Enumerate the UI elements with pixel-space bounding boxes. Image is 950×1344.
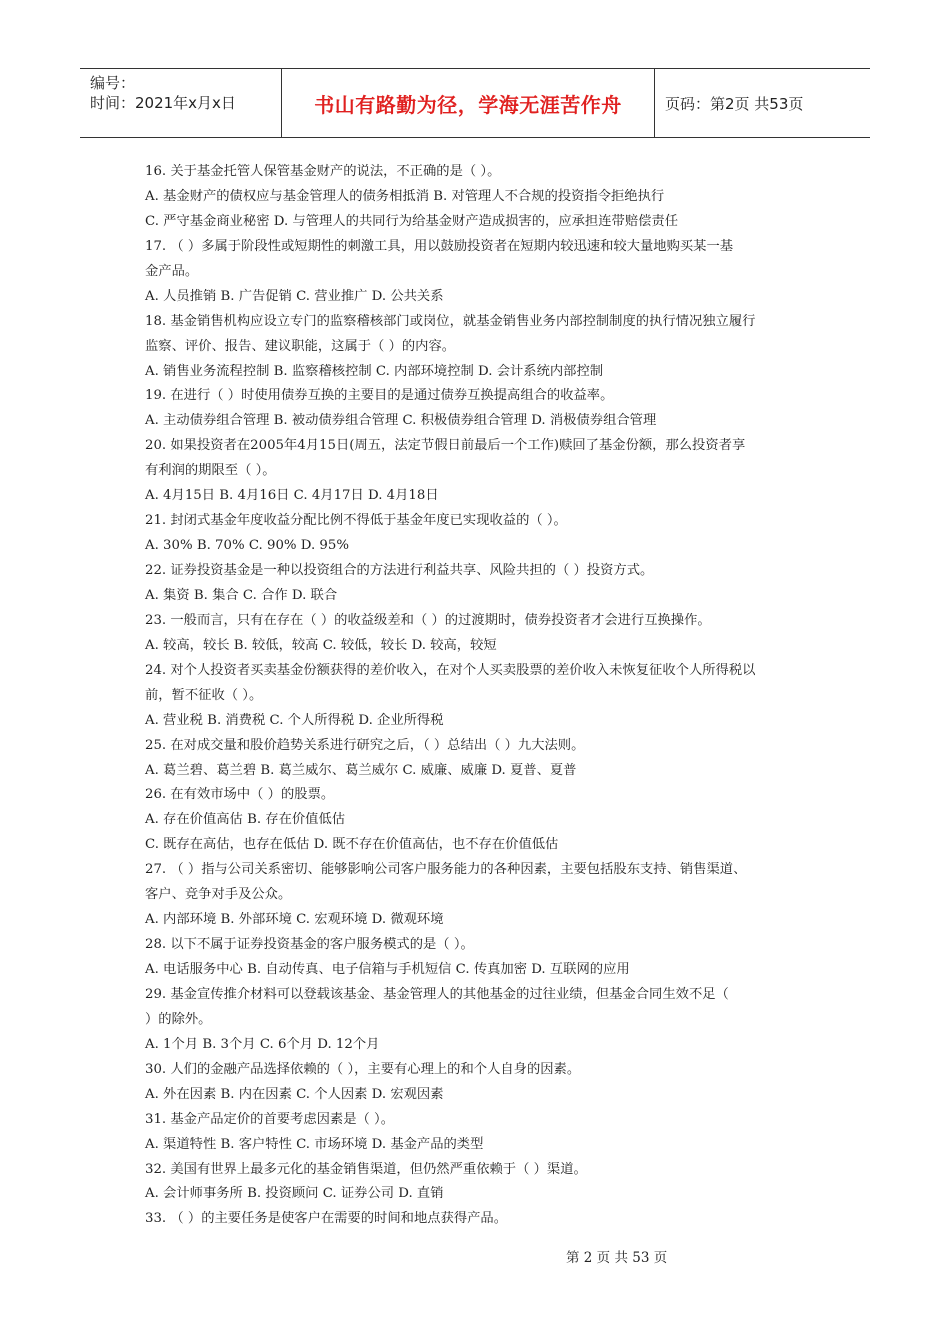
text-line: 20. 如果投资者在2005年4月15日(周五，法定节假日前最后一个工作)赎回了基金份额，那么投资者享 — [145, 438, 746, 454]
text-line: 27. （ ）指与公司关系密切、能够影响公司客户服务能力的各种因素，主要包括股东支持、销售渠道、 — [145, 862, 747, 878]
text-line: ）的除外。 — [145, 1011, 212, 1027]
text-line: C. 严守基金商业秘密 D. 与管理人的共同行为给基金财产造成损害的，应承担连带赔偿责任 — [145, 213, 679, 229]
text-line: 19. 在进行（ ）时使用债券互换的主要目的是通过债券互换提高组合的收益率。 — [145, 388, 614, 404]
page-header — [80, 68, 870, 138]
text-line: A. 外在因素 B. 内在因素 C. 个人因素 D. 宏观因素 — [145, 1086, 444, 1102]
text-line: A. 渠道特性 B. 客户特性 C. 市场环境 D. 基金产品的类型 — [145, 1136, 484, 1152]
header-motto: 书山有路勤为径，学海无涯苦作舟 — [282, 69, 655, 137]
text-line: 18. 基金销售机构应设立专门的监察稽核部门或岗位，就基金销售业务内部控制制度的执行情况独立履行 — [145, 313, 756, 329]
text-line: 29. 基金宣传推介材料可以登载该基金、基金管理人的其他基金的过往业绩，但基金合同生效不足（ — [145, 986, 729, 1002]
text-line: 22. 证券投资基金是一种以投资组合的方法进行利益共享、风险共担的（ ）投资方式。 — [145, 563, 654, 578]
text-line: 30. 人们的金融产品选择依赖的（ ），主要有心理上的和个人自身的因素。 — [145, 1061, 581, 1077]
text-line: 26. 在有效市场中（ ）的股票。 — [145, 787, 335, 803]
text-line: 24. 对个人投资者买卖基金份额获得的差价收入，在对个人买卖股票的差价收入未恢复征收个人所得税以 — [145, 662, 756, 678]
text-line: A. 存在价值高估 B. 存在价值低估 — [145, 812, 346, 828]
text-line: A. 4月15日 B. 4月16日 C. 4月17日 D. 4月18日 — [145, 488, 439, 504]
text-line: A. 营业税 B. 消费税 C. 个人所得税 D. 企业所得税 — [145, 712, 444, 728]
text-line: 25. 在对成交量和股价趋势关系进行研究之后，（ ）总结出（ ）九大法则。 — [145, 737, 585, 753]
text-line: C. 既存在高估，也存在低估 D. 既不存在价值高估，也不存在价值低估 — [145, 837, 559, 853]
text-line: A. 人员推销 B. 广告促销 C. 营业推广 D. 公共关系 — [145, 288, 444, 304]
document-date-label: 时间：2021年x月x日 — [90, 94, 236, 112]
text-line: 前，暂不征收（ ）。 — [145, 687, 263, 703]
text-line: 28. 以下不属于证券投资基金的客户服务模式的是（ ）。 — [145, 937, 474, 953]
text-line: 客户、竞争对手及公众。 — [145, 887, 292, 903]
text-line: 31. 基金产品定价的首要考虑因素是（ ）。 — [145, 1111, 394, 1127]
text-line: 有利润的期限至（ ）。 — [145, 463, 276, 479]
text-line: 21. 封闭式基金年度收益分配比例不得低于基金年度已实现收益的（ ）。 — [145, 513, 567, 529]
header-page-number: 页码：第2页 共53页 — [665, 94, 804, 113]
page-footer: 第 2 页 共 53 页 — [566, 1250, 668, 1266]
text-line: A. 内部环境 B. 外部环境 C. 宏观环境 D. 微观环境 — [145, 912, 444, 928]
text-line: A. 主动债券组合管理 B. 被动债券组合管理 C. 积极债券组合管理 D. 消极债券组合管理 — [145, 413, 657, 429]
document-number-label: 编号： — [90, 74, 136, 92]
text-line: 23. 一般而言，只有在存在（ ）的收益级差和（ ）的过渡期时，债券投资者才会进行互换操作。 — [145, 612, 711, 628]
text-line: 17. （ ）多属于阶段性或短期性的刺激工具，用以鼓励投资者在短期内较迅速和较大量地购买某一基 — [145, 238, 734, 254]
text-line: 金产品。 — [145, 263, 199, 279]
document-body — [145, 160, 825, 1232]
header-info-cell — [80, 69, 282, 137]
text-line: 16. 关于基金托管人保管基金财产的说法，不正确的是（ ）。 — [145, 164, 501, 179]
text-line: 32. 美国有世界上最多元化的基金销售渠道，但仍然严重依赖于（ ）渠道。 — [145, 1161, 587, 1177]
text-line: A. 电话服务中心 B. 自动传真、电子信箱与手机短信 C. 传真加密 D. 互联网的应用 — [145, 962, 630, 977]
text-line: A. 销售业务流程控制 B. 监察稽核控制 C. 内部环境控制 D. 会计系统内部控制 — [145, 363, 604, 379]
text-line: A. 30% B. 70% C. 90% D. 95% — [145, 538, 349, 554]
text-line: 33. （ ）的主要任务是使客户在需要的时间和地点获得产品。 — [145, 1211, 508, 1227]
text-line: A. 基金财产的债权应与基金管理人的债务相抵消 B. 对管理人不合规的投资指令拒绝执行 — [145, 188, 665, 204]
text-line: A. 较高，较长 B. 较低，较高 C. 较低，较长 D. 较高，较短 — [145, 637, 497, 653]
text-line: A. 集资 B. 集合 C. 合作 D. 联合 — [145, 587, 338, 603]
text-line: A. 会计师事务所 B. 投资顾问 C. 证券公司 D. 直销 — [145, 1186, 444, 1202]
text-line: A. 1个月 B. 3个月 C. 6个月 D. 12个月 — [145, 1036, 380, 1052]
text-line: 监察、评价、报告、建议职能，这属于（ ）的内容。 — [145, 338, 456, 354]
text-line: A. 葛兰碧、葛兰碧 B. 葛兰威尔、葛兰威尔 C. 威廉、威廉 D. 夏普、夏普 — [145, 762, 577, 778]
